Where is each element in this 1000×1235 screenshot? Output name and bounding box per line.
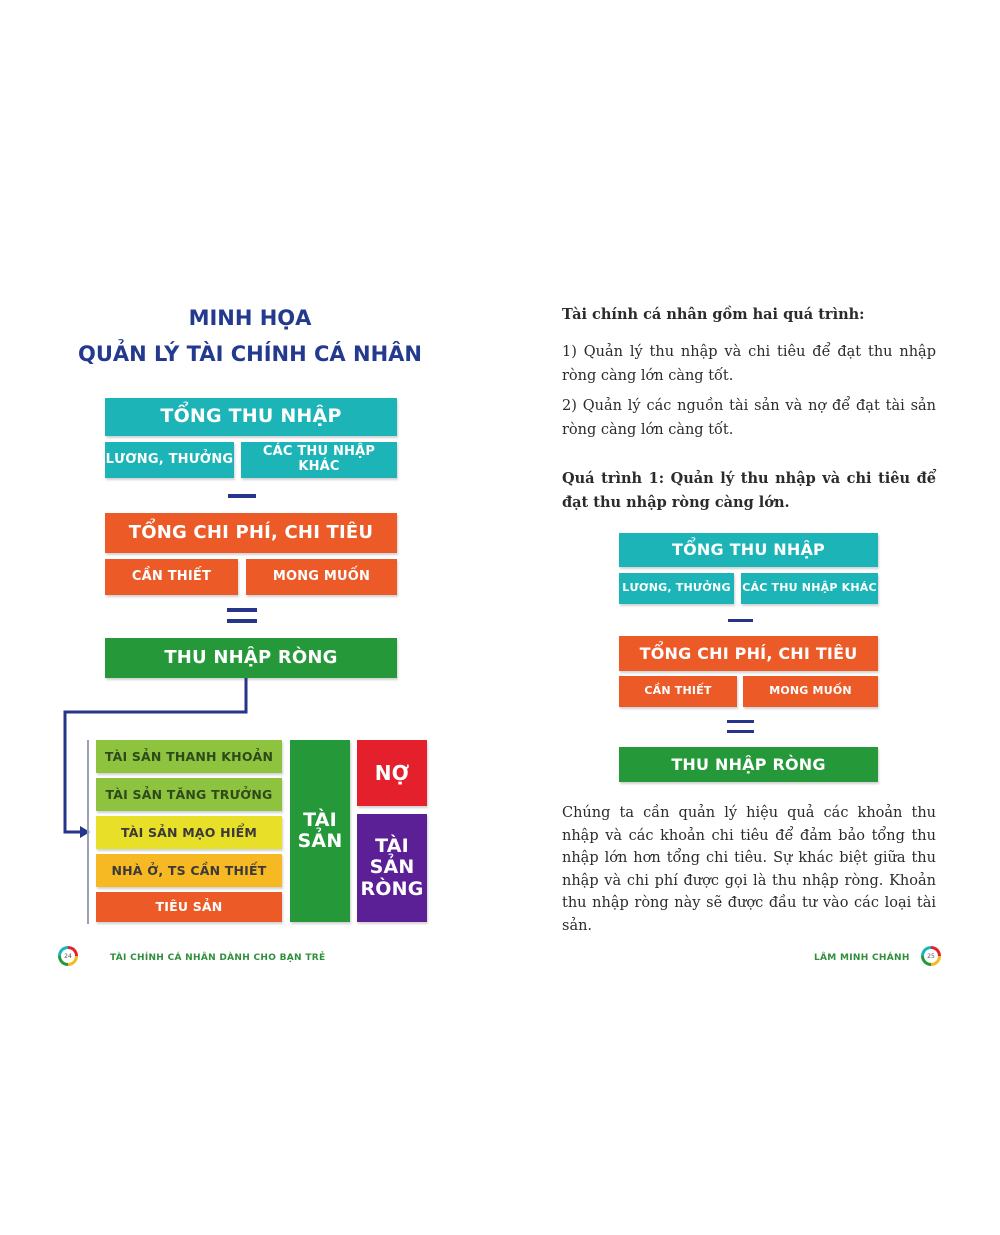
expense-total-box: TỔNG CHI PHÍ, CHI TIÊU [105, 513, 397, 553]
section-heading: Tài chính cá nhân gồm hai quá trình: [562, 306, 865, 323]
assets-box: TÀI SẢN [290, 740, 350, 922]
asset-item-housing: NHÀ Ở, TS CẦN THIẾT [96, 854, 282, 887]
equals-operator-small-bottom [727, 730, 754, 733]
expense-total-box-small: TỔNG CHI PHÍ, CHI TIÊU [619, 636, 878, 671]
diagram-title-line2: QUẢN LÝ TÀI CHÍNH CÁ NHÂN [78, 342, 422, 366]
asset-item-liquid: TÀI SẢN THANH KHOẢN [96, 740, 282, 773]
point-one: 1) Quản lý thu nhập và chi tiêu để đạt thu nhập ròng càng lớn càng tốt. [562, 344, 936, 384]
footer-author: LÂM MINH CHÁNH [814, 953, 910, 963]
income-salary-box-small: LƯƠNG, THƯỞNG [619, 573, 734, 604]
point-two: 2) Quản lý các nguồn tài sản và nợ để đạt tài sản ròng càng lớn càng tốt. [562, 398, 936, 438]
net-income-box: THU NHẬP RÒNG [105, 638, 397, 678]
income-salary-box: LƯƠNG, THƯỞNG [105, 442, 234, 478]
equals-operator-small-top [727, 720, 754, 723]
expense-want-box-small: MONG MUỐN [743, 676, 878, 707]
expense-want-box: MONG MUỐN [246, 559, 397, 595]
income-other-box-small: CÁC THU NHẬP KHÁC [741, 573, 878, 604]
debt-box: NỢ [357, 740, 427, 806]
body-paragraph: Chúng ta cần quản lý hiệu quả các khoản thu nhập và các khoản chi tiêu để đảm bảo tổng thu nhập lớn hơn tổng chi tiêu. Sự khác biệt giữa thu nhập và chi phí được gọi là thu nhập ròng. Khoản thu nhập ròng này sẽ được đầu tư vào các loại tài sản. [562, 805, 936, 934]
income-other-box: CÁC THU NHẬP KHÁC [241, 442, 397, 478]
diagram-title-line1: MINH HỌA [188, 306, 312, 330]
footer-book-title: TÀI CHÍNH CÁ NHÂN DÀNH CHO BẠN TRẺ [110, 953, 326, 963]
asset-item-growth: TÀI SẢN TĂNG TRƯỞNG [96, 778, 282, 811]
page-number-badge-left: 24 [58, 946, 78, 966]
income-total-box: TỔNG THU NHẬP [105, 398, 397, 436]
expense-need-box: CẦN THIẾT [105, 559, 238, 595]
asset-item-consumption: TIÊU SẢN [96, 892, 282, 922]
page-number-badge-right: 25 [921, 946, 941, 966]
minus-operator-small [728, 619, 753, 622]
process-one-heading: Quá trình 1: Quản lý thu nhập và chi tiêu để đạt thu nhập ròng càng lớn. [562, 470, 936, 511]
net-assets-box: TÀI SẢN RÒNG [357, 814, 427, 922]
net-income-box-small: THU NHẬP RÒNG [619, 747, 878, 782]
income-total-box-small: TỔNG THU NHẬP [619, 533, 878, 567]
asset-item-risk: TÀI SẢN MẠO HIỂM [96, 816, 282, 849]
expense-need-box-small: CẦN THIẾT [619, 676, 737, 707]
